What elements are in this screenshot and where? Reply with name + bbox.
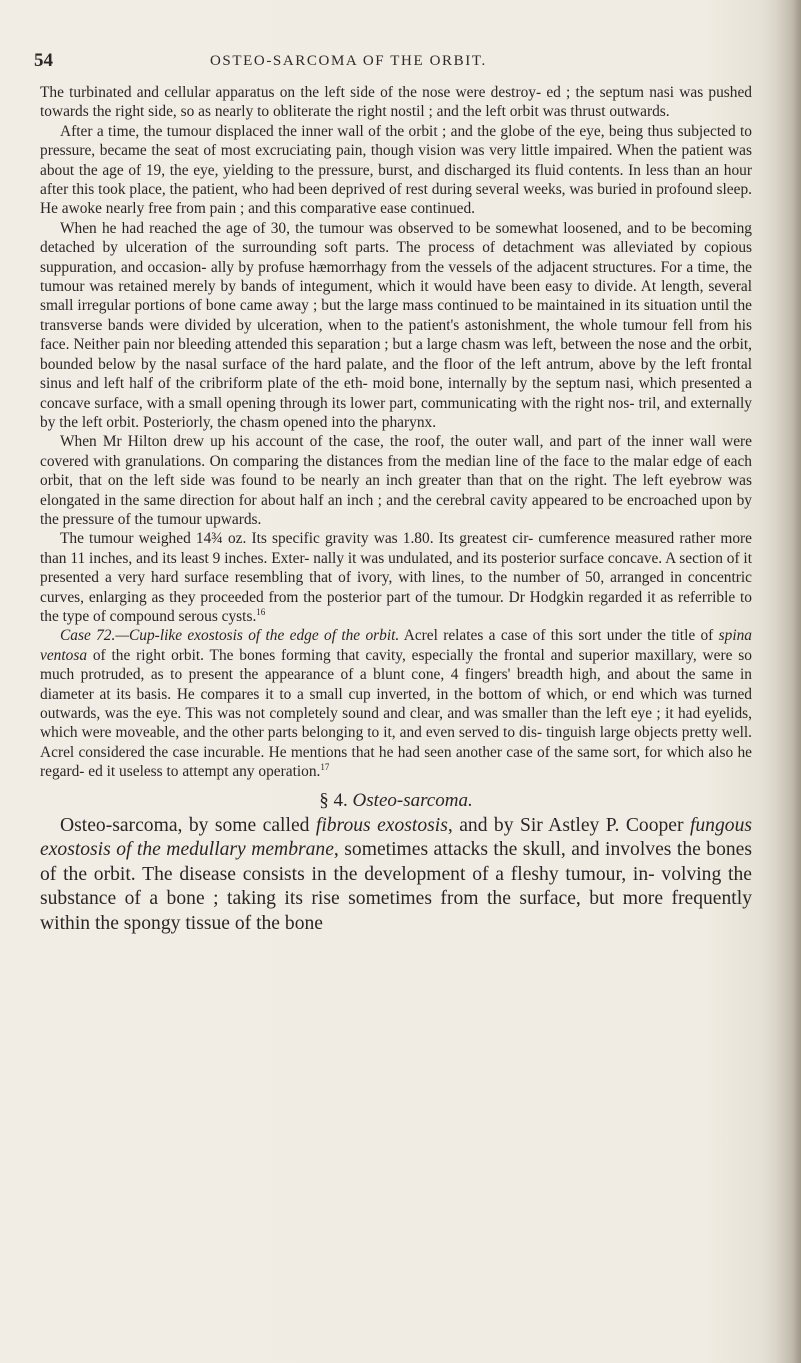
paragraph-4: When Mr Hilton drew up his account of the case, the roof, the outer wall, and part of the inner wall were covered with granulations. On comparing the distances from the median line of the face to the malar edge of each orbit, that on the left side was found to be nearly an inch greater than that on the right. The left eyebrow was elongated in the same direction for about half an inch ; and the cerebral cavity appeared to be encroached upon by the pressure of the tumour upwards.: [40, 433, 752, 528]
final-text-1: Osteo-sarcoma, by some called: [60, 815, 316, 837]
section-heading: [40, 791, 752, 810]
body-text: [40, 83, 752, 936]
paragraph-5: [40, 529, 752, 626]
paragraph-1: The turbinated and cellular apparatus on the left side of the nose were destroy- ed ; the septum nasi was pushed towards the right side, so as nearly to obliterate the right nostil ; and the left orbit was thrust outwards.: [40, 84, 752, 121]
page-header: [34, 50, 754, 74]
case-label: Case 72.—: [60, 627, 130, 645]
final-term-1: fibrous exostosis: [315, 815, 448, 837]
final-text-2: , and by Sir Astley P. Cooper: [447, 815, 690, 837]
final-text-3: , sometimes attacks the skull, and involves the bones of the orbit. The disease consists in the development of a fleshy tumour, in- volving the substance of a bone ; taking its rise sometimes from the surface, but more frequently within the spongy tissue of the bone: [40, 839, 752, 934]
paragraph-3: When he had reached the age of 30, the tumour was observed to be somewhat loosened, and to be becoming detached by ulceration of the surrounding soft parts. The process of detachment was alleviated by copious suppuration, and occasion- ally by profuse hæmorrhagy from the vessels of the adjacent structures. For a time, the tumour was retained merely by bands of integument, which it would have been easy to divide. At length, several small irregular portions of bone came away ; but the large mass continued to be maintained in its situation until the transverse bands were divided by ulceration, when to the patient's astonishment, the whole tumour fell from his face. Neither pain nor bleeding attended this separation ; but a large chasm was left, between the nose and the orbit, bounded below by the nasal surface of the hard palate, and the floor of the left antrum, above by the left frontal sinus and left half of the cribriform plate of the eth- moid bone, internally by the septum nasi, which presented a concave surface, with a small opening through its lower part, communicating with the right nos- tril, and externally by the left orbit. Posteriorly, the chasm opened into the pharynx.: [40, 219, 752, 431]
case-text-2: of the right orbit. The bones forming that cavity, especially the frontal and superior maxillary, were so much protruded, as to present the appearance of a blunt cone, 4 fingers' breadth high, and about the same in diameter at its basis. He compares it to a small cup inverted, in the bottom of which, or end which was turned outwards, was the eye. This was not completely sound and clear, and was smaller than the left eye ; it had eyelids, which were moveable, and the other parts belonging to it, and even served to dis- tinguish large objects pretty well. Acrel considered the case incurable. He mentions that he had seen another case of the same sort, for which also he regard- ed it useless to attempt any operation.: [40, 646, 752, 781]
running-head: OSTEO-SARCOMA OF THE ORBIT.: [210, 53, 487, 69]
final-term-2: fungous exostosis of the medullary membrane: [40, 815, 752, 861]
page-number: 54: [34, 50, 53, 71]
osteo-sarcoma-paragraph: [40, 814, 752, 936]
paragraph-2: After a time, the tumour displaced the inner wall of the orbit ; and the globe of the eye, being thus subjected to pressure, became the seat of most excruciating pain, though vision was very little impaired. When the patient was about the age of 19, the eye, yielding to the pressure, burst, and discharged its fluid contents. In less than an hour after this took place, the patient, who had been deprived of rest during several weeks, was buried in profound sleep. He awoke nearly free from pain ; and this comparative ease continued.: [40, 122, 752, 218]
section-number: § 4.: [319, 789, 348, 811]
case-text-1: Acrel relates a case of this sort under the title of: [399, 627, 719, 645]
case-72-paragraph: [40, 626, 752, 781]
footnote-ref-17: 17: [320, 762, 330, 773]
section-title: Osteo-sarcoma.: [352, 789, 473, 811]
case-title: Cup-like exostosis of the edge of the orbit.: [129, 627, 400, 645]
footnote-ref-16: 16: [256, 606, 266, 617]
paragraph-5-text: The tumour weighed 14¾ oz. Its specific gravity was 1.80. Its greatest cir- cumference measured rather more than 11 inches, and its least 9 inches. Exter- nally it was undulated, and its posterior surface concave. A section of it presented a very hard surface resembling that of ivory, with lines, to the number of 50, arranged in concentric curves, enlarging as they proceeded from the posterior part of the tumour. Dr Hodgkin regarded it as referrible to the type of compound serous cysts.: [40, 530, 752, 625]
case-term: spina ventosa: [40, 627, 752, 664]
page-edge-shadow: [775, 0, 801, 1363]
